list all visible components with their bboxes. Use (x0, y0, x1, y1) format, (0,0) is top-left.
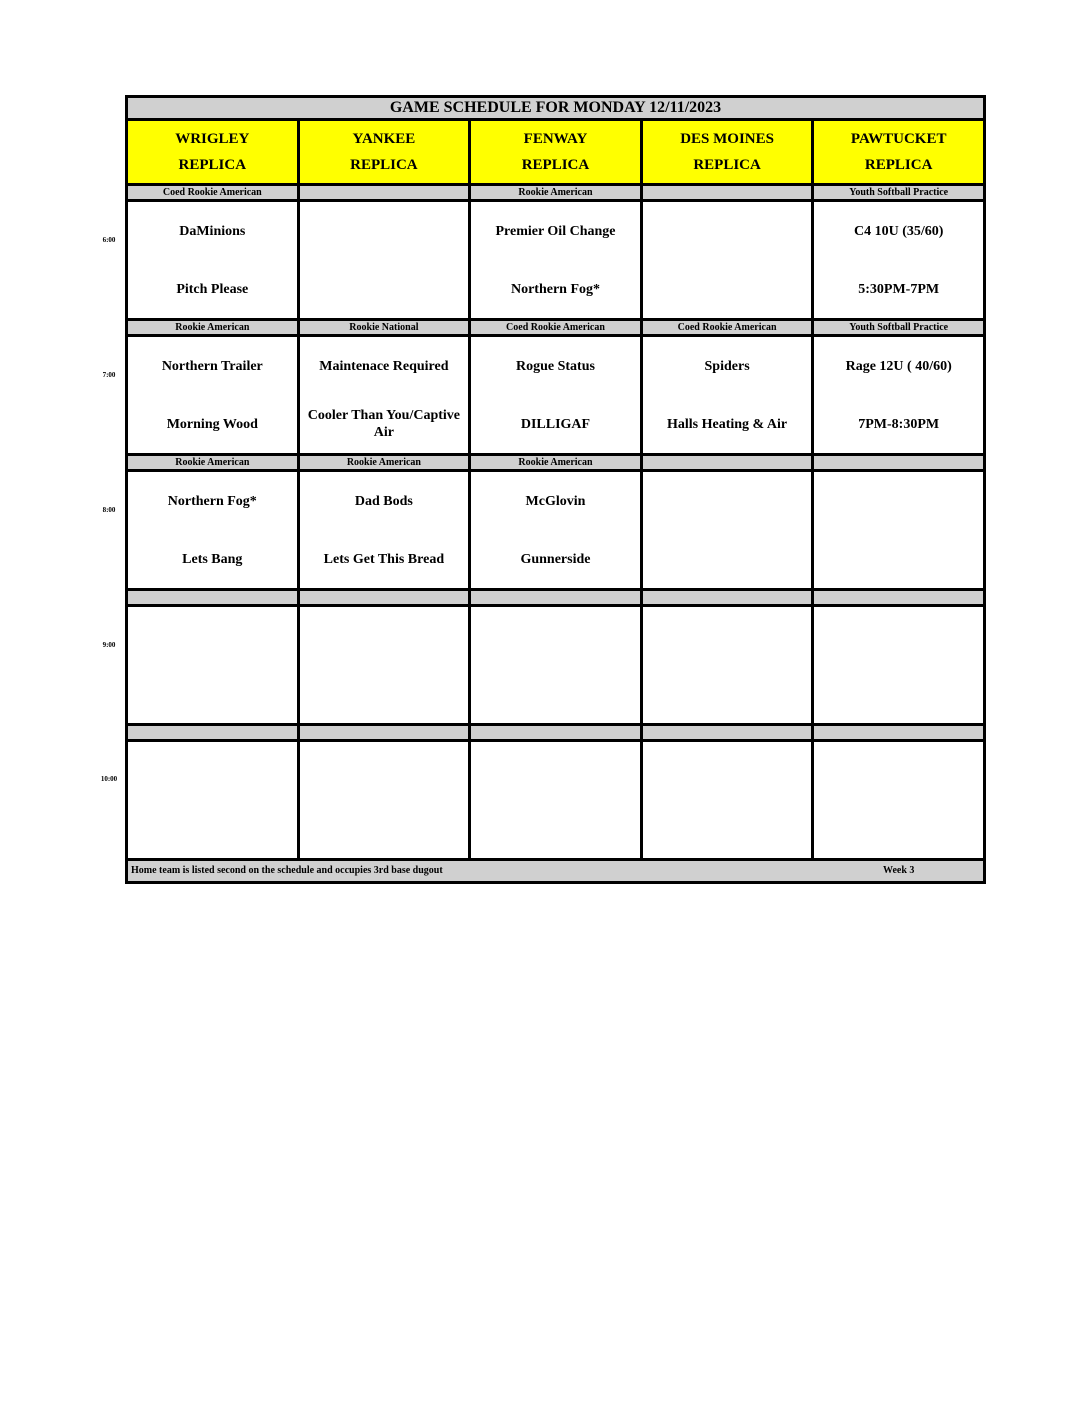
home-team (643, 665, 812, 723)
game-cell (813, 741, 985, 860)
game-row (127, 201, 985, 320)
league-label (298, 185, 470, 201)
away-team (643, 472, 812, 530)
game-cell (127, 471, 299, 590)
game-cell (813, 336, 985, 455)
home-team: Pitch Please (176, 281, 249, 297)
away-team (128, 607, 297, 665)
field-subtitle: REPLICA (350, 157, 418, 173)
field-header-wrigley (127, 120, 299, 185)
game-cell (298, 336, 470, 455)
away-team (128, 742, 297, 800)
league-row (127, 320, 985, 336)
field-header-row (127, 120, 985, 185)
home-team (814, 530, 983, 588)
away-team: DaMinions (179, 223, 246, 239)
game-cell (813, 606, 985, 725)
away-team (471, 607, 640, 665)
game-cell (641, 741, 813, 860)
away-team (643, 607, 812, 665)
away-team: Premier Oil Change (495, 223, 616, 239)
away-team (814, 472, 983, 530)
game-cell (641, 201, 813, 320)
field-name: WRIGLEY (175, 131, 250, 147)
game-cell (470, 336, 642, 455)
game-cell (813, 201, 985, 320)
field-name: DES MOINES (680, 131, 774, 147)
footer (127, 860, 985, 883)
away-team (643, 742, 812, 800)
league-label: Coed Rookie American (641, 320, 813, 336)
schedule-table (125, 95, 986, 884)
league-label (813, 725, 985, 741)
league-label: Rookie American (298, 455, 470, 471)
game-cell (470, 201, 642, 320)
league-row (127, 185, 985, 201)
league-label: Rookie American (127, 320, 299, 336)
home-team: Gunnerside (520, 551, 591, 567)
title-row (127, 97, 985, 120)
game-row (127, 606, 985, 725)
home-team: Morning Wood (166, 416, 258, 432)
away-team: Rage 12U ( 40/60) (845, 358, 952, 374)
away-team (300, 202, 469, 260)
away-team: Maintenace Required (319, 358, 449, 374)
home-team: DILLIGAF (520, 416, 591, 432)
time-slot-label: 6:00 (102, 236, 116, 244)
home-team (300, 800, 469, 858)
field-subtitle: REPLICA (693, 157, 761, 173)
away-team (643, 202, 812, 260)
league-label (470, 590, 642, 606)
time-slot-label: 9:00 (102, 641, 116, 649)
time-slot-label: 8:00 (102, 506, 116, 514)
game-cell (127, 741, 299, 860)
away-team: C4 10U (35/60) (853, 223, 944, 239)
league-label: Coed Rookie American (470, 320, 642, 336)
home-team: 5:30PM-7PM (858, 281, 940, 297)
game-cell (127, 336, 299, 455)
field-name: PAWTUCKET (850, 131, 947, 147)
league-label: Rookie American (127, 455, 299, 471)
game-row (127, 336, 985, 455)
week-label: Week 3 (883, 865, 915, 876)
home-team (643, 800, 812, 858)
league-label: Coed Rookie American (127, 185, 299, 201)
game-cell (813, 471, 985, 590)
home-team: Lets Get This Bread (323, 551, 445, 567)
home-team: 7PM-8:30PM (858, 416, 940, 432)
time-slot-label: 10:00 (100, 775, 118, 783)
league-row (127, 455, 985, 471)
game-cell (298, 471, 470, 590)
home-team (814, 800, 983, 858)
league-label (641, 455, 813, 471)
home-team (300, 260, 469, 318)
league-label: Rookie National (298, 320, 470, 336)
footer-row (127, 860, 985, 883)
home-team: Lets Bang (182, 551, 243, 567)
field-name: YANKEE (352, 131, 416, 147)
time-slot-label: 7:00 (102, 371, 116, 379)
away-team: Dad Bods (354, 493, 413, 509)
home-team: Halls Heating & Air (666, 416, 788, 432)
away-team: McGlovin (525, 493, 586, 509)
league-label (127, 725, 299, 741)
field-header-pawtucket (813, 120, 985, 185)
home-team (471, 800, 640, 858)
away-team (300, 742, 469, 800)
home-team (643, 260, 812, 318)
league-label (298, 590, 470, 606)
away-team (814, 607, 983, 665)
away-team: Spiders (704, 358, 750, 374)
game-row (127, 471, 985, 590)
away-team (300, 607, 469, 665)
game-cell (641, 471, 813, 590)
league-label: Rookie American (470, 455, 642, 471)
league-label: Rookie American (470, 185, 642, 201)
field-header-yankee (298, 120, 470, 185)
away-team: Rogue Status (516, 358, 595, 374)
game-cell (641, 606, 813, 725)
home-team (128, 800, 297, 858)
home-team (300, 665, 469, 723)
field-subtitle: REPLICA (864, 157, 933, 173)
league-label (641, 725, 813, 741)
away-team (814, 742, 983, 800)
field-header-des-moines (641, 120, 813, 185)
footer-note: Home team is listed second on the schedule and occupies 3rd base dugout (131, 865, 443, 876)
home-team (128, 665, 297, 723)
league-label: Youth Softball Practice (813, 185, 985, 201)
league-label: Youth Softball Practice (813, 320, 985, 336)
home-team (471, 665, 640, 723)
away-team: Northern Fog* (167, 493, 257, 509)
game-cell (298, 741, 470, 860)
away-team: Northern Trailer (161, 358, 263, 374)
game-row (127, 741, 985, 860)
league-row (127, 590, 985, 606)
field-subtitle: REPLICA (178, 157, 247, 173)
league-label (813, 590, 985, 606)
home-team: Northern Fog* (510, 281, 600, 297)
home-team (643, 530, 812, 588)
game-cell (127, 606, 299, 725)
game-cell (127, 201, 299, 320)
field-header-fenway (470, 120, 642, 185)
league-label (298, 725, 470, 741)
home-team: Cooler Than You/Captive Air (307, 408, 460, 440)
league-label (813, 455, 985, 471)
league-label (641, 590, 813, 606)
game-cell (298, 606, 470, 725)
league-label (641, 185, 813, 201)
league-row (127, 725, 985, 741)
game-cell (470, 606, 642, 725)
game-cell (470, 741, 642, 860)
home-team (814, 665, 983, 723)
league-label (470, 725, 642, 741)
field-subtitle: REPLICA (521, 157, 590, 173)
schedule-title: GAME SCHEDULE FOR MONDAY 12/11/2023 (127, 97, 985, 120)
game-cell (298, 201, 470, 320)
field-name: FENWAY (523, 131, 588, 147)
league-label (127, 590, 299, 606)
game-cell (641, 336, 813, 455)
away-team (471, 742, 640, 800)
game-cell (470, 471, 642, 590)
